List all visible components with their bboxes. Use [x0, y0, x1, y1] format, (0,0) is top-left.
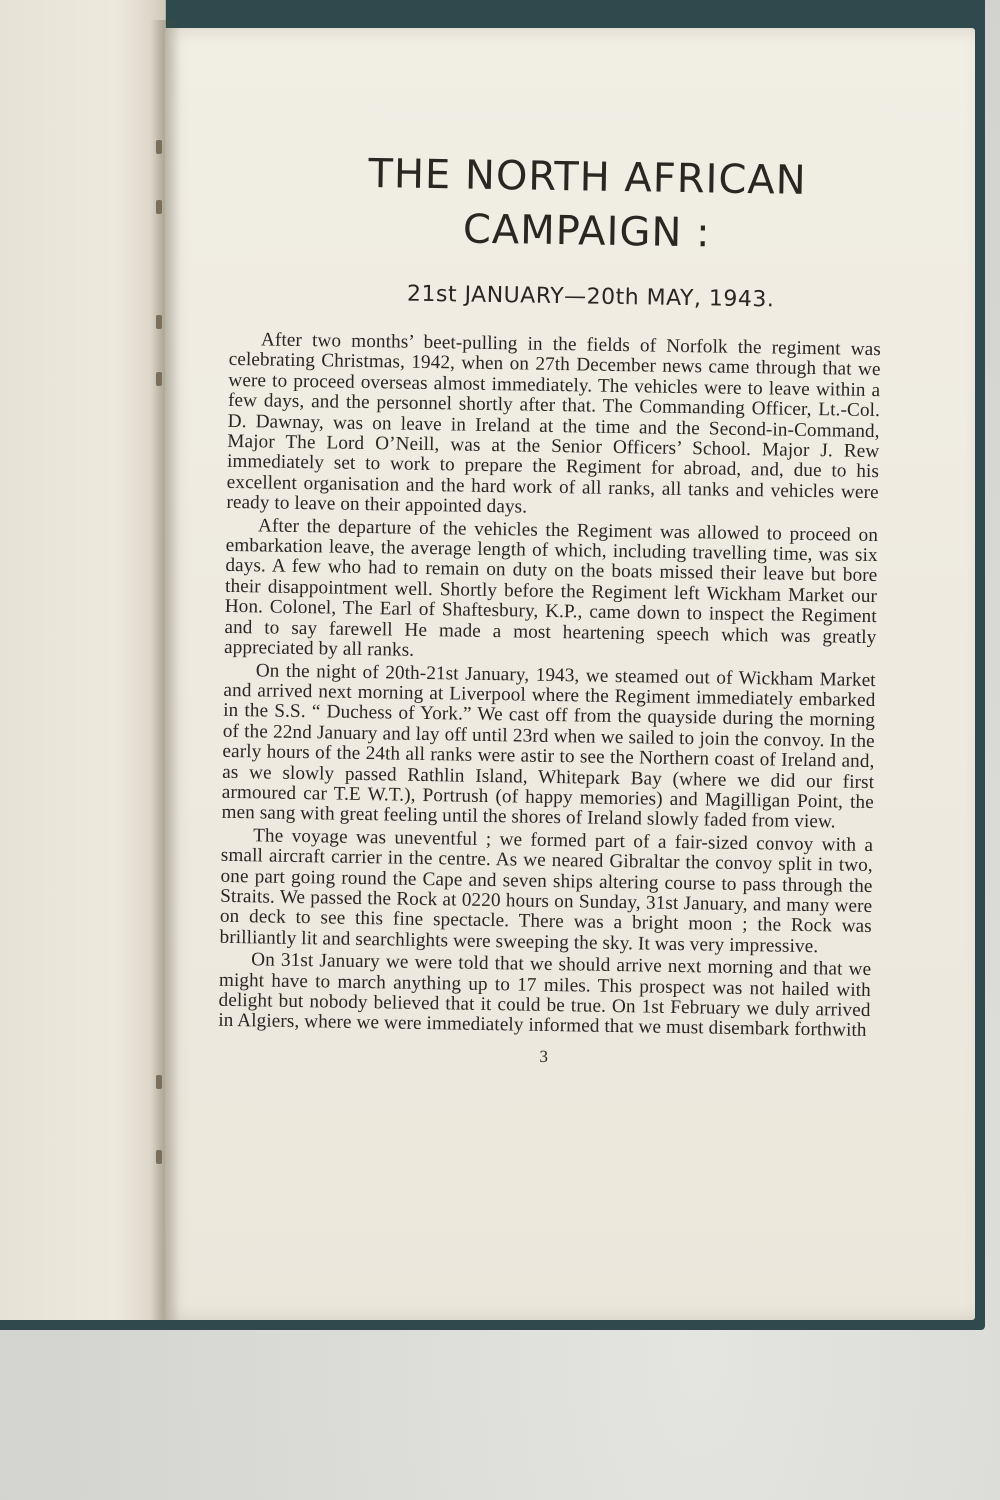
title-line-1: THE NORTH AFRICAN — [368, 151, 808, 204]
page-content — [218, 145, 884, 1072]
paragraph: After two months’ beet-pulling in the fields of Norfolk the regiment was celebrating Christmas, 1942, when on 27th December news came through that we were to proceed overseas almost immediately. The vehicles were to leave within a few days, and the personnel shortly after that. The Commanding Officer, Lt.-Col. D. Dawnay, was on leave in Ireland at the time and the Second-in-Command, Major The Lord O’Neill, was at the Senior Officers’ School. Major J. Rew immediately set to work to prepare the Regiment for abroad, and, due to his excellent organisation and the hard work of all ranks, all tanks and vehicles were ready to leave on their appointed days. — [226, 329, 882, 518]
paragraph: After the departure of the vehicles the Regiment was allowed to proceed on embarkation leave, the average length of which, including travelling time, was six days. A few who had to remain on duty on the boats missed their leave but bore their disappointment well. Shortly before the Regiment left Wickham Market our Hon. Colonel, The Earl of Shaftesbury, K.P., came down to inspect the Regiment and to say farewell He made a most heartening speech which was greatly appreciated by all ranks. — [223, 514, 879, 661]
binding-stitch — [156, 372, 162, 386]
book-gutter — [150, 20, 180, 1320]
page-number: 3 — [539, 1046, 549, 1066]
binding-stitch — [156, 140, 162, 154]
binding-stitch — [156, 315, 162, 329]
title-line-2: CAMPAIGN : — [462, 206, 711, 257]
paragraph: On 31st January we were told that we should arrive next morning and that we might have to march anything up to 17 miles. This prospect was not hailed with delight but nobody believed that it could be true. On 1st February we duly arrived in Algiers, where we were immediately informed that we must disembark forthwith — [218, 949, 872, 1042]
page-subtitle: 21st JANUARY—20th MAY, 1943. — [406, 281, 775, 313]
paragraph: On the night of 20th-21st January, 1943, we steamed out of Wickham Market and arrived next morning at Liverpool where the Regiment immediately embarked in the S.S. “ Duchess of York.” We cast off from the quayside during the morning of the 22nd January and lay off until 23rd when we sailed to join the convoy. In the early hours of the 24th all ranks were astir to see the Northern coast of Ireland and, as we slowly passed Rathlin Island, Whitepark Bay (where we did our first armoured car T.E W.T.), Portrush (of happy memories) and Magilligan Point, the men sang with great feeling until the shores of Ireland slowly faded from view. — [221, 659, 876, 833]
binding-stitch — [156, 1150, 162, 1164]
paragraph: The voyage was uneventful ; we formed part of a fair-sized convoy with a small aircraft carrier in the centre. As we neared Gibraltar the convoy split in two, one part going round the Cape and seven ships altering course to pass through the Straits. We passed the Rock at 0220 hours on Sunday, 31st January, and many were on deck to see this fine spectacle. There was a bright moon ; the Rock was brilliantly lit and searchlights were sweeping the sky. It was very impressive. — [219, 825, 874, 957]
page-title — [230, 145, 884, 263]
left-page — [0, 0, 166, 1320]
binding-stitch — [156, 200, 162, 214]
binding-stitch — [156, 1075, 162, 1089]
